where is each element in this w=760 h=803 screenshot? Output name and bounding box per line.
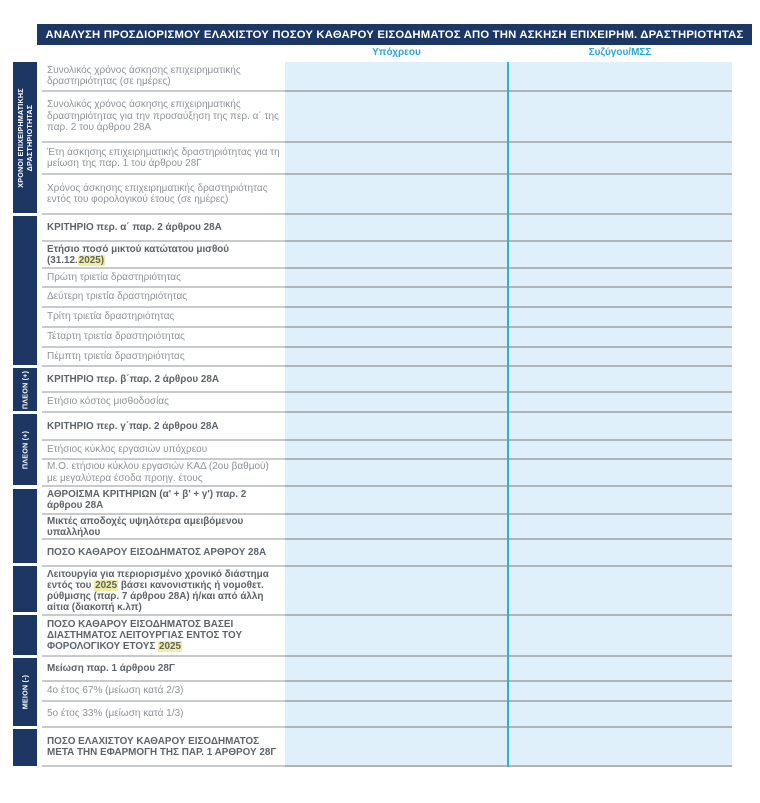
row-label: ΚΡΙΤΗΡΙΟ περ. α΄ παρ. 2 άρθρου 28Α [42, 215, 285, 242]
row-label [42, 242, 285, 269]
row-label: Συνολικός χρόνος άσκησης επιχειρηματικής δραστηριότητας (σε ημέρες) [42, 62, 285, 92]
spouse-input[interactable] [508, 348, 732, 367]
sidebar-group-minimum-net-income [13, 729, 37, 766]
column-header-obligor: Υπόχρεου [372, 47, 421, 58]
obligor-input[interactable] [285, 367, 508, 393]
spouse-input[interactable] [508, 487, 732, 515]
obligor-input[interactable] [285, 62, 508, 92]
obligor-input[interactable] [285, 92, 508, 143]
page-title: ΑΝΑΛΥΣΗ ΠΡΟΣΔΙΟΡΙΣΜΟΥ ΕΛΑΧΙΣΤΟΥ ΠΟΣΟΥ ΚΑΘΑΡΟΥ ΕΙΣΟΔΗΜΑΤΟΣ ΑΠΟ ΤΗΝ ΑΣΚΗΣΗ ΕΠΙΧΕΙΡΗΜ. ΔΡΑΣΤΗΡΙΟΤΗΤΑΣ [37, 24, 752, 45]
row-label: ΚΡΙΤΗΡΙΟ περ. β΄παρ. 2 άρθρου 28Α [42, 367, 285, 393]
sidebar-group-plus-c [13, 414, 37, 485]
spouse-input[interactable] [508, 728, 732, 767]
table-row [42, 288, 732, 308]
obligor-input[interactable] [285, 702, 508, 728]
sidebar-group-minus [13, 658, 37, 726]
row-label: ΠΟΣΟ ΕΛΑΧΙΣΤΟΥ ΚΑΘΑΡΟΥ ΕΙΣΟΔΗΜΑΤΟΣ ΜΕΤΑ ΤΗΝ ΕΦΑΡΜΟΓΗ ΤΗΣ ΠΑΡ. 1 ΑΡΘΡΟΥ 28Γ [42, 728, 285, 767]
table-row [42, 413, 732, 441]
spouse-input[interactable] [508, 175, 732, 215]
spouse-input[interactable] [508, 616, 732, 657]
row-label-text: Λειτουργία για περιορισμένο χρονικό διάστημα εντός του [47, 568, 269, 591]
sidebar-group-label [16, 64, 34, 212]
sidebar-group-sum [13, 489, 37, 563]
table-row [42, 657, 732, 682]
spouse-input[interactable] [508, 657, 732, 682]
table-row [42, 460, 732, 487]
table-row [42, 175, 732, 215]
row-label [42, 616, 285, 657]
table-row [42, 487, 732, 515]
obligor-input[interactable] [285, 242, 508, 269]
spouse-input[interactable] [508, 308, 732, 328]
obligor-input[interactable] [285, 269, 508, 288]
table-row [42, 393, 732, 413]
obligor-input[interactable] [285, 540, 508, 567]
spouse-input[interactable] [508, 540, 732, 567]
sidebar-label-line2: ΔΡΑΣΤΗΡΙΟΤΗΤΑΣ [25, 104, 34, 171]
form-table [42, 62, 732, 767]
row-label: Χρόνος άσκησης επιχειρηματικής δραστηριότητας εντός του φορολογικού έτους (σε ημέρες) [42, 175, 285, 215]
obligor-input[interactable] [285, 616, 508, 657]
table-row [42, 62, 732, 92]
spouse-input[interactable] [508, 367, 732, 393]
row-label: Τέταρτη τριετία δραστηριότητας [42, 328, 285, 348]
table-row [42, 269, 732, 288]
obligor-input[interactable] [285, 682, 508, 702]
table-row [42, 92, 732, 143]
highlighted-year: 2025 [95, 579, 118, 591]
spouse-input[interactable] [508, 242, 732, 269]
row-label: 4ο έτος 67% (μείωση κατά 2/3) [42, 682, 285, 702]
obligor-input[interactable] [285, 728, 508, 767]
row-label: ΠΟΣΟ ΚΑΘΑΡΟΥ ΕΙΣΟΔΗΜΑΤΟΣ ΑΡΘΡΟΥ 28Α [42, 540, 285, 567]
obligor-input[interactable] [285, 460, 508, 487]
sidebar-group-business-activity-times [13, 62, 37, 213]
row-label-text: βάσει κανονιστικής ή νομοθετ. ρύθμισης (παρ. 7 άρθρου 28Α) ή/και από άλλη αίτια (διακοπή κ.λπ) [47, 579, 264, 613]
sidebar-group-plus-b [13, 368, 37, 411]
sidebar-group-label: ΠΛΕΟΝ (+) [20, 370, 30, 409]
highlighted-year: 2025) [78, 254, 105, 266]
table-row [42, 441, 732, 460]
obligor-input[interactable] [285, 441, 508, 460]
row-label [42, 567, 285, 616]
row-label: ΚΡΙΤΗΡΙΟ περ. γ΄παρ. 2 άρθρου 28Α [42, 413, 285, 441]
row-label: Ετήσιος κύκλος εργασιών υπόχρεου [42, 441, 285, 460]
spouse-input[interactable] [508, 92, 732, 143]
row-label-text: ΠΟΣΟ ΚΑΘΑΡΟΥ ΕΙΣΟΔΗΜΑΤΟΣ ΒΑΣΕΙ ΔΙΑΣΤΗΜΑΤΟΣ ΛΕΙΤΟΥΡΓΙΑΣ ΕΝΤΟΣ ΤΟΥ ΦΟΡΟΛΟΓΙΚΟΥ ΕΤΟΥΣ [47, 619, 243, 652]
row-label: Πέμπτη τριετία δραστηριότητας [42, 348, 285, 367]
highlighted-year: 2025 [159, 641, 181, 652]
table-row [42, 702, 732, 728]
table-row [42, 682, 732, 702]
row-label-text: Ετήσιο ποσό μικτού κατώτατου μισθού (31.12. [47, 243, 230, 266]
obligor-input[interactable] [285, 657, 508, 682]
row-label: Δεύτερη τριετία δραστηριότητας [42, 288, 285, 308]
table-row [42, 143, 732, 175]
row-label: Μ.Ο. ετήσιου κύκλου εργασιών ΚΑΔ (2ου βαθμού) με μεγαλύτερα έσοδα προηγ. έτους [42, 460, 285, 487]
row-label: 5ο έτος 33% (μείωση κατά 1/3) [42, 702, 285, 728]
obligor-input[interactable] [285, 413, 508, 441]
sidebar-group-net-income-period [13, 615, 37, 655]
obligor-input[interactable] [285, 348, 508, 367]
row-label: Έτη άσκησης επιχειρηματικής δραστηριότητας για τη μείωση της παρ. 1 του άρθρου 28Γ [42, 143, 285, 175]
table-row [42, 616, 732, 657]
table-row [42, 540, 732, 567]
table-row [42, 328, 732, 348]
obligor-input[interactable] [285, 515, 508, 540]
sidebar-group-label: ΜΕΙΟΝ (-) [20, 674, 30, 710]
sidebar-group-label: ΠΛΕΟΝ (+) [20, 430, 30, 469]
spouse-input[interactable] [508, 441, 732, 460]
obligor-input[interactable] [285, 288, 508, 308]
table-row [42, 567, 732, 616]
obligor-input[interactable] [285, 215, 508, 242]
row-label: Συνολικός χρόνος άσκησης επιχειρηματικής δραστηριότητας για την προσαύξηση της περ. α΄ της παρ. 2 του άρθρου 28Α [42, 92, 285, 143]
row-label: Τρίτη τριετία δραστηριότητας [42, 308, 285, 328]
row-label: Πρώτη τριετία δραστηριότητας [42, 269, 285, 288]
obligor-input[interactable] [285, 308, 508, 328]
spouse-input[interactable] [508, 143, 732, 175]
spouse-input[interactable] [508, 460, 732, 487]
column-header-spouse: Συζύγου/ΜΣΣ [588, 47, 652, 58]
obligor-input[interactable] [285, 143, 508, 175]
row-label: Ετήσιο κόστος μισθοδοσίας [42, 393, 285, 413]
sidebar-group-limited-operation [13, 566, 37, 612]
row-label: Μείωση παρ. 1 άρθρου 28Γ [42, 657, 285, 682]
spouse-input[interactable] [508, 682, 732, 702]
row-label: ΑΘΡΟΙΣΜΑ ΚΡΙΤΗΡΙΩΝ (α' + β' + γ') παρ. 2 άρθρου 28Α [42, 487, 285, 515]
row-label: Μικτές αποδοχές υψηλότερα αμειβόμενου υπαλλήλου [42, 515, 285, 540]
spouse-input[interactable] [508, 567, 732, 616]
spouse-input[interactable] [508, 269, 732, 288]
table-row [42, 215, 732, 242]
obligor-input[interactable] [285, 328, 508, 348]
obligor-input[interactable] [285, 393, 508, 413]
spouse-input[interactable] [508, 515, 732, 540]
table-row [42, 348, 732, 367]
table-row [42, 242, 732, 269]
table-row [42, 515, 732, 540]
spouse-input[interactable] [508, 62, 732, 92]
spouse-input[interactable] [508, 328, 732, 348]
table-row [42, 728, 732, 767]
sidebar-group-criterion-a [13, 216, 37, 365]
obligor-input[interactable] [285, 487, 508, 515]
spouse-input[interactable] [508, 702, 732, 728]
obligor-input[interactable] [285, 567, 508, 616]
spouse-input[interactable] [508, 393, 732, 413]
sidebar-label-line1: ΧΡΟΝΟΙ ΕΠΙΧΕΙΡΗΜΑΤΙΚΗΣ [16, 87, 25, 188]
obligor-input[interactable] [285, 175, 508, 215]
spouse-input[interactable] [508, 215, 732, 242]
table-row [42, 367, 732, 393]
spouse-input[interactable] [508, 413, 732, 441]
spouse-input[interactable] [508, 288, 732, 308]
table-row [42, 308, 732, 328]
